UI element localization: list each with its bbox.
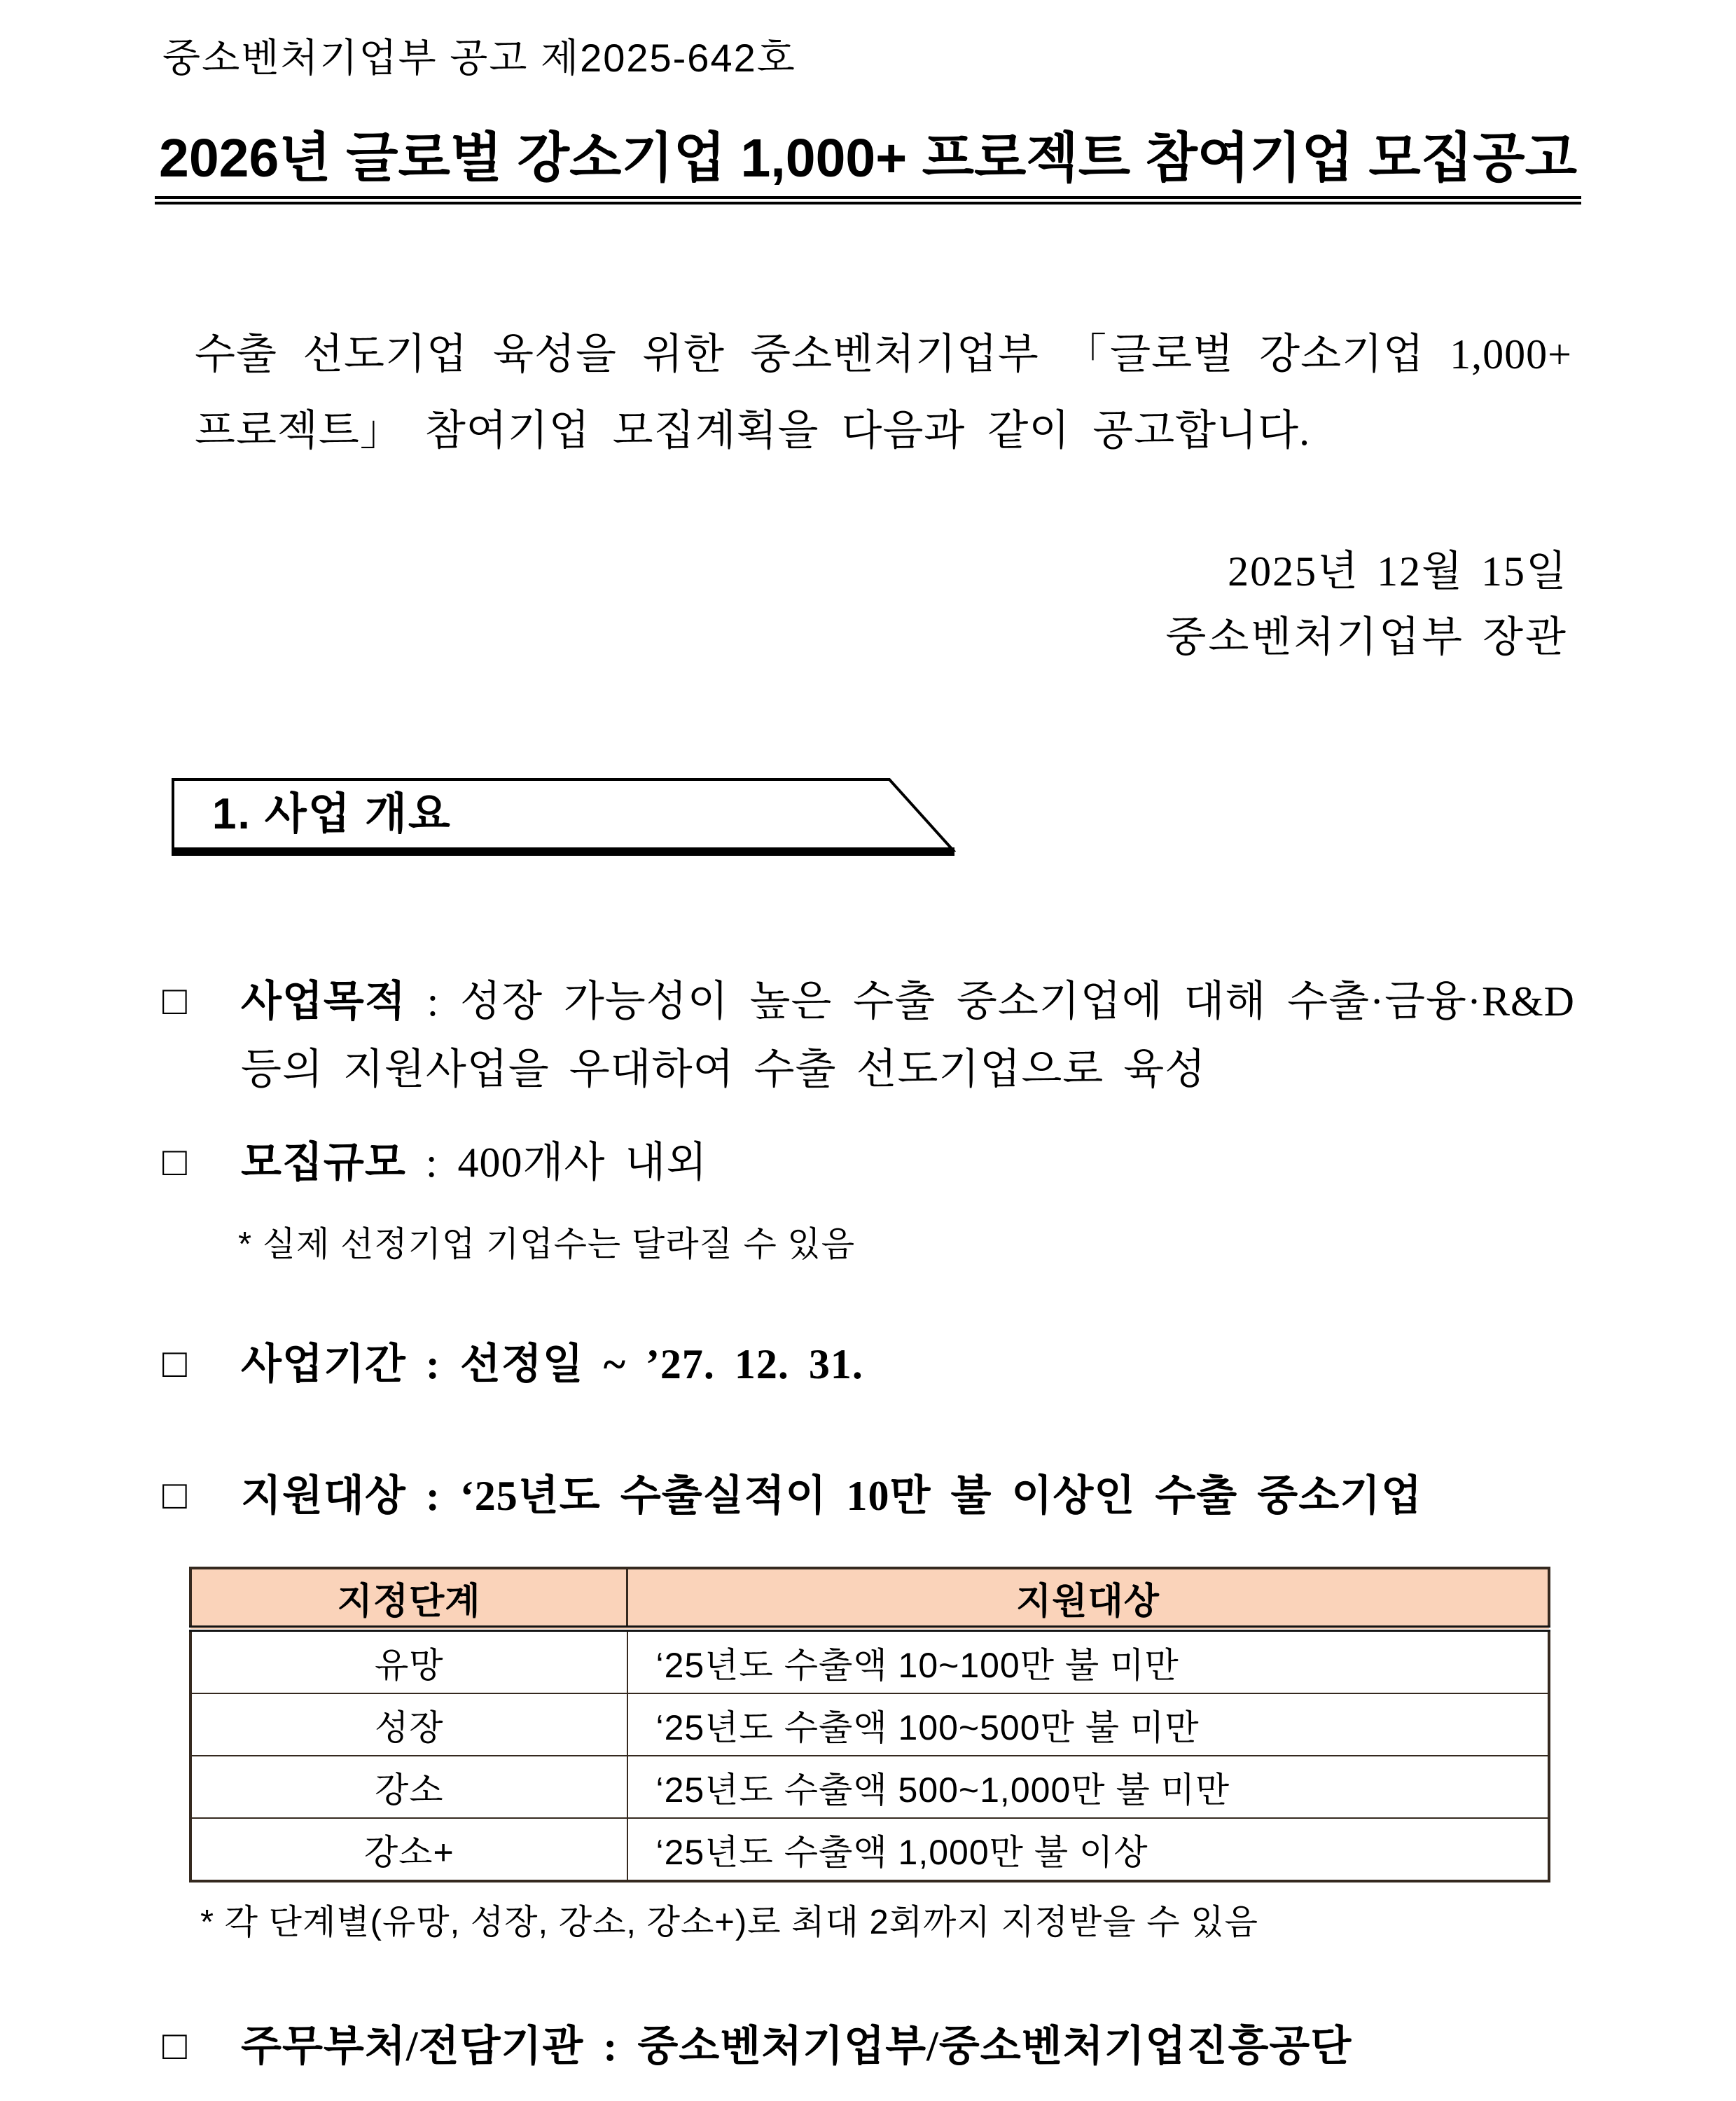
section-header-box <box>172 777 956 859</box>
table-header-stage: 지정단계 <box>190 1568 627 1629</box>
item-separator: : <box>405 1341 460 1387</box>
item-value-business-purpose: 성장 가능성이 높은 수출 중소기업에 대해 수출·금융·R&D 등의 지원사업을 우대하여 수출 선도기업으로 육성 <box>241 978 1576 1093</box>
item-label-agency: 주무부처/전담기관 <box>241 2023 584 2069</box>
table-header-target: 지원대상 <box>627 1568 1550 1629</box>
item-label-business-purpose: 사업목적 <box>241 978 406 1025</box>
item-text <box>241 968 1575 1104</box>
item-text <box>241 1462 1575 1530</box>
item-value-recruit-scale: 400개사 내외 <box>457 1139 708 1186</box>
table-row <box>190 1693 1549 1756</box>
table-header-row <box>190 1568 1549 1629</box>
doc-number: 중소벤처기업부 공고 제2025-642호 <box>162 36 796 80</box>
section-title: 1. 사업 개요 <box>212 790 452 839</box>
square-bullet-icon: □ <box>162 1472 188 1518</box>
item-text <box>241 2013 1575 2081</box>
intro-paragraph: 수출 선도기업 육성을 위한 중소벤처기업부 「글로벌 강소기업 1,000+ 프로젝트」 참여기업 모집계획을 다음과 같이 공고합니다. <box>195 331 1572 455</box>
item-agency <box>162 2013 1575 2081</box>
item-text <box>241 1129 1575 1197</box>
table-cell-stage: 강소+ <box>190 1818 627 1881</box>
table-row <box>190 1629 1549 1694</box>
item-support-target <box>162 1462 1575 1530</box>
square-bullet-icon: □ <box>162 1340 188 1386</box>
item-separator: : <box>583 2023 638 2069</box>
minister-signature: 중소벤처기업부 장관 <box>1165 614 1568 660</box>
item-label-recruit-scale: 모집규모 <box>241 1139 406 1186</box>
table-cell-target: ‘25년도 수출액 100~500만 불 미만 <box>627 1693 1550 1756</box>
square-bullet-icon: □ <box>162 978 188 1023</box>
square-bullet-icon: □ <box>162 2023 188 2068</box>
item-text <box>241 1331 1575 1399</box>
footnote-designation-limit: * 각 단계별(유망, 성장, 강소, 강소+)로 최대 2회까지 지정받을 수 있음 <box>200 1904 1258 1941</box>
table-cell-target: ‘25년도 수출액 500~1,000만 불 미만 <box>627 1756 1550 1818</box>
table-row <box>190 1818 1549 1881</box>
item-separator: : <box>405 978 461 1025</box>
item-business-period <box>162 1331 1575 1399</box>
item-value-agency: 중소벤처기업부/중소벤처기업진흥공단 <box>637 2023 1352 2069</box>
announcement-date: 2025년 12월 15일 <box>1228 548 1568 595</box>
support-target-table <box>189 1567 1550 1882</box>
item-recruit-scale <box>162 1129 1575 1197</box>
item-separator: : <box>405 1139 458 1186</box>
square-bullet-icon: □ <box>162 1139 188 1184</box>
item-business-purpose <box>162 968 1575 1104</box>
table-cell-target: ‘25년도 수출액 10~100만 불 미만 <box>627 1629 1550 1694</box>
table-cell-stage: 성장 <box>190 1693 627 1756</box>
item-separator: : <box>405 1473 460 1519</box>
table-cell-stage: 강소 <box>190 1756 627 1818</box>
document-title: 2026년 글로벌 강소기업 1,000+ 프로젝트 참여기업 모집공고 <box>155 123 1581 204</box>
item-value-business-period: 선정일 ~ ’27. 12. 31. <box>459 1341 863 1387</box>
table-cell-stage: 유망 <box>190 1629 627 1694</box>
item-label-business-period: 사업기간 <box>241 1341 406 1387</box>
item-label-support-target: 지원대상 <box>241 1473 406 1519</box>
table-cell-target: ‘25년도 수출액 1,000만 불 이상 <box>627 1818 1550 1881</box>
footnote-recruit-scale: * 실제 선정기업 기업수는 달라질 수 있음 <box>238 1226 856 1263</box>
title-row <box>0 123 1736 204</box>
table-row <box>190 1756 1549 1818</box>
item-value-support-target: ‘25년도 수출실적이 10만 불 이상인 수출 중소기업 <box>459 1473 1423 1519</box>
